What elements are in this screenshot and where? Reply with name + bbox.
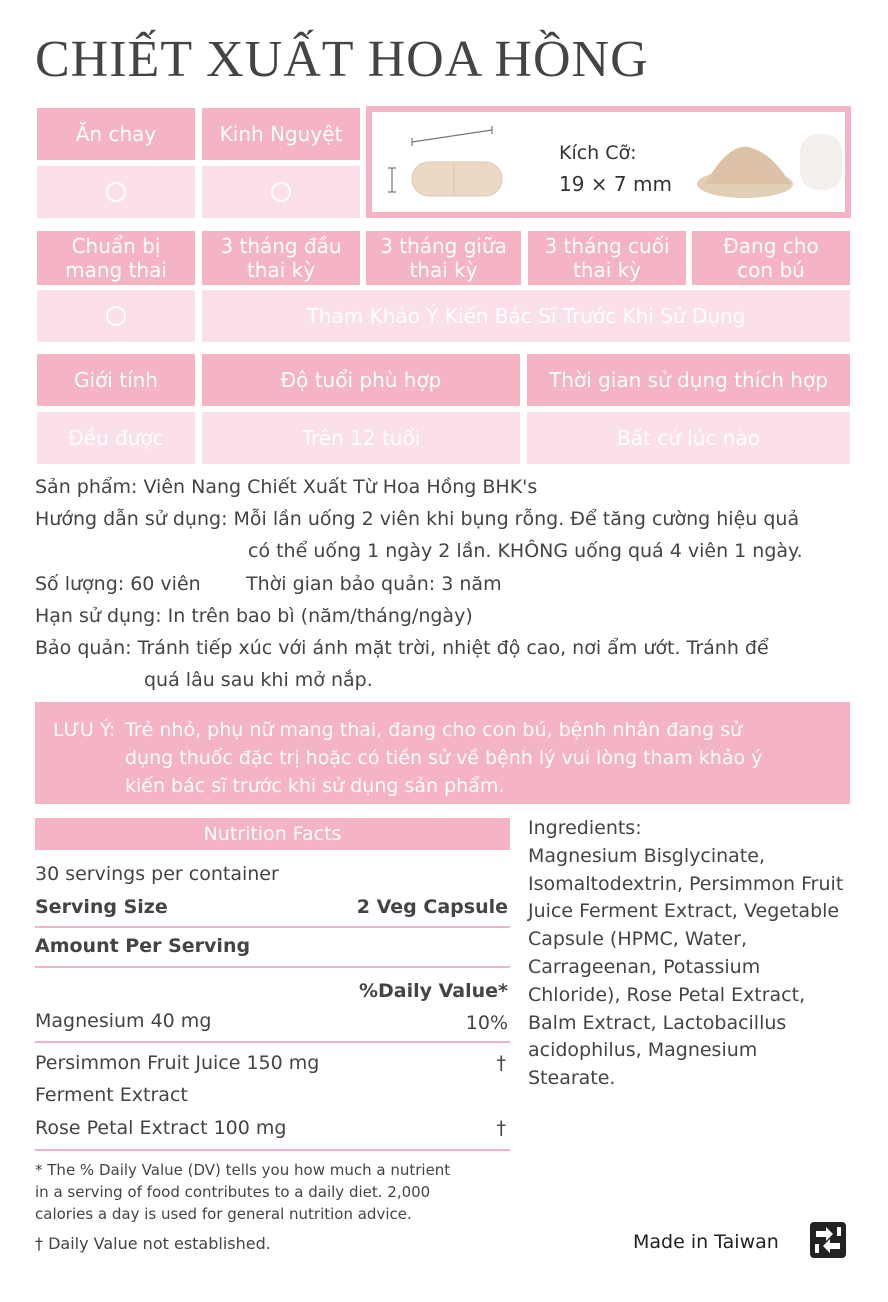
- servings-per-container: 30 servings per container: [35, 863, 279, 885]
- magnesium-label: Magnesium 40 mg: [35, 1010, 212, 1032]
- persimmon-label-1: Persimmon Fruit Juice 150 mg: [35, 1052, 320, 1074]
- serving-size-label: Serving Size: [35, 896, 168, 918]
- product-name: Sản phẩm: Viên Nang Chiết Xuất Từ Hoa Hồng BHK's: [35, 476, 538, 498]
- value-gender: Đều được: [37, 412, 195, 464]
- cell-second-trimester: 3 tháng giữa thai kỳ: [366, 231, 521, 285]
- footnote-line-3: calories a day is used for general nutrition advice.: [35, 1205, 412, 1223]
- footnote-line-1: * The % Daily Value (DV) tells you how much a nutrient: [35, 1161, 451, 1179]
- cell-menstruation: Kinh Nguyệt: [202, 108, 360, 160]
- warning-line-3: kiến bác sĩ trước khi sử dụng sản phẩm.: [125, 775, 505, 797]
- cell-breastfeeding: Đang cho con bú: [692, 231, 850, 285]
- warning-line-2: dụng thuốc đặc trị hoặc có tiền sử về bệnh lý vui lòng tham khảo ý: [125, 747, 763, 769]
- header-time: Thời gian sử dụng thích hợp: [527, 354, 850, 406]
- warning-label: LƯU Ý:: [53, 719, 116, 741]
- divider: [35, 966, 510, 968]
- value-age: Trên 12 tuổi: [202, 412, 520, 464]
- cell-vegan-ok: [37, 166, 195, 218]
- header-age: Độ tuổi phù hợp: [202, 354, 520, 406]
- persimmon-dagger: †: [496, 1052, 506, 1074]
- circle-icon: [106, 182, 126, 202]
- footnote-dagger: † Daily Value not established.: [35, 1234, 271, 1253]
- rose-petal-label: Rose Petal Extract 100 mg: [35, 1117, 287, 1139]
- cell-consult-doctor: Tham Khảo Ý Kiến Bác Sĩ Trước Khi Sử Dụng: [202, 290, 850, 342]
- persimmon-label-2: Ferment Extract: [35, 1084, 188, 1106]
- circle-icon: [271, 182, 291, 202]
- storage-line-2: quá lâu sau khi mở nắp.: [144, 669, 373, 691]
- size-label: Kích Cỡ:: [559, 142, 637, 164]
- circle-icon: [106, 306, 126, 326]
- ingredients-label: Ingredients:: [528, 817, 642, 839]
- cell-menstruation-ok: [202, 166, 360, 218]
- size-value: 19 × 7 mm: [559, 172, 672, 196]
- cell-preparing: Chuẩn bị mang thai: [37, 231, 195, 285]
- serving-size-value: 2 Veg Capsule: [356, 896, 508, 918]
- magnesium-dv: 10%: [465, 1012, 508, 1034]
- warning-line-1: Trẻ nhỏ, phụ nữ mang thai, đang cho con bú, bệnh nhân đang sử: [125, 719, 743, 741]
- powder-icon: [690, 122, 845, 202]
- storage-line-1: Bảo quản: Tránh tiếp xúc với ánh mặt trời, nhiệt độ cao, nơi ẩm ướt. Tránh để: [35, 637, 769, 659]
- cell-first-trimester: 3 tháng đầu thai kỳ: [202, 231, 360, 285]
- daily-value-header: %Daily Value*: [358, 980, 508, 1002]
- expiry: Hạn sử dụng: In trên bao bì (năm/tháng/ngày): [35, 605, 473, 627]
- recycle-logo-icon: [809, 1221, 847, 1259]
- cell-preparing-ok: [37, 290, 195, 342]
- divider: [35, 1149, 510, 1151]
- usage-line-2: có thể uống 1 ngày 2 lần. KHÔNG uống quá 4 viên 1 ngày.: [248, 540, 803, 562]
- capsule-icon: [382, 120, 512, 200]
- amount-per-serving: Amount Per Serving: [35, 935, 251, 957]
- nutrition-facts-header: Nutrition Facts: [35, 818, 510, 850]
- made-in-taiwan: Made in Taiwan: [633, 1231, 779, 1253]
- warning-note: [35, 702, 850, 804]
- divider: [35, 1041, 510, 1043]
- usage-line-1: Hướng dẫn sử dụng: Mỗi lần uống 2 viên khi bụng rỗng. Để tăng cường hiệu quả: [35, 508, 800, 530]
- shelf-life: Thời gian bảo quản: 3 năm: [246, 573, 502, 595]
- header-gender: Giới tính: [37, 354, 195, 406]
- divider: [35, 926, 510, 928]
- ingredients-text: Magnesium Bisglycinate, Isomaltodextrin, Persimmon Fruit Juice Ferment Extract, Vegetable Capsule (HPMC, Water, Carrageenan, Potassium Chloride), Rose Petal Extract, Balm Extract, Lactobacillus acidophilus, Magnesium Stearate.: [528, 844, 844, 1090]
- cell-third-trimester: 3 tháng cuối thai kỳ: [528, 231, 686, 285]
- cell-vegan: Ăn chay: [37, 108, 195, 160]
- value-time: Bất cứ lúc nào: [527, 412, 850, 464]
- rose-petal-dagger: †: [496, 1117, 506, 1139]
- footnote-line-2: in a serving of food contributes to a daily diet. 2,000: [35, 1183, 431, 1201]
- quantity: Số lượng: 60 viên: [35, 573, 201, 595]
- page-title: CHIẾT XUẤT HOA HỒNG: [35, 31, 649, 88]
- capsule-size-box: [366, 106, 851, 218]
- ingredients-block: [528, 815, 848, 1093]
